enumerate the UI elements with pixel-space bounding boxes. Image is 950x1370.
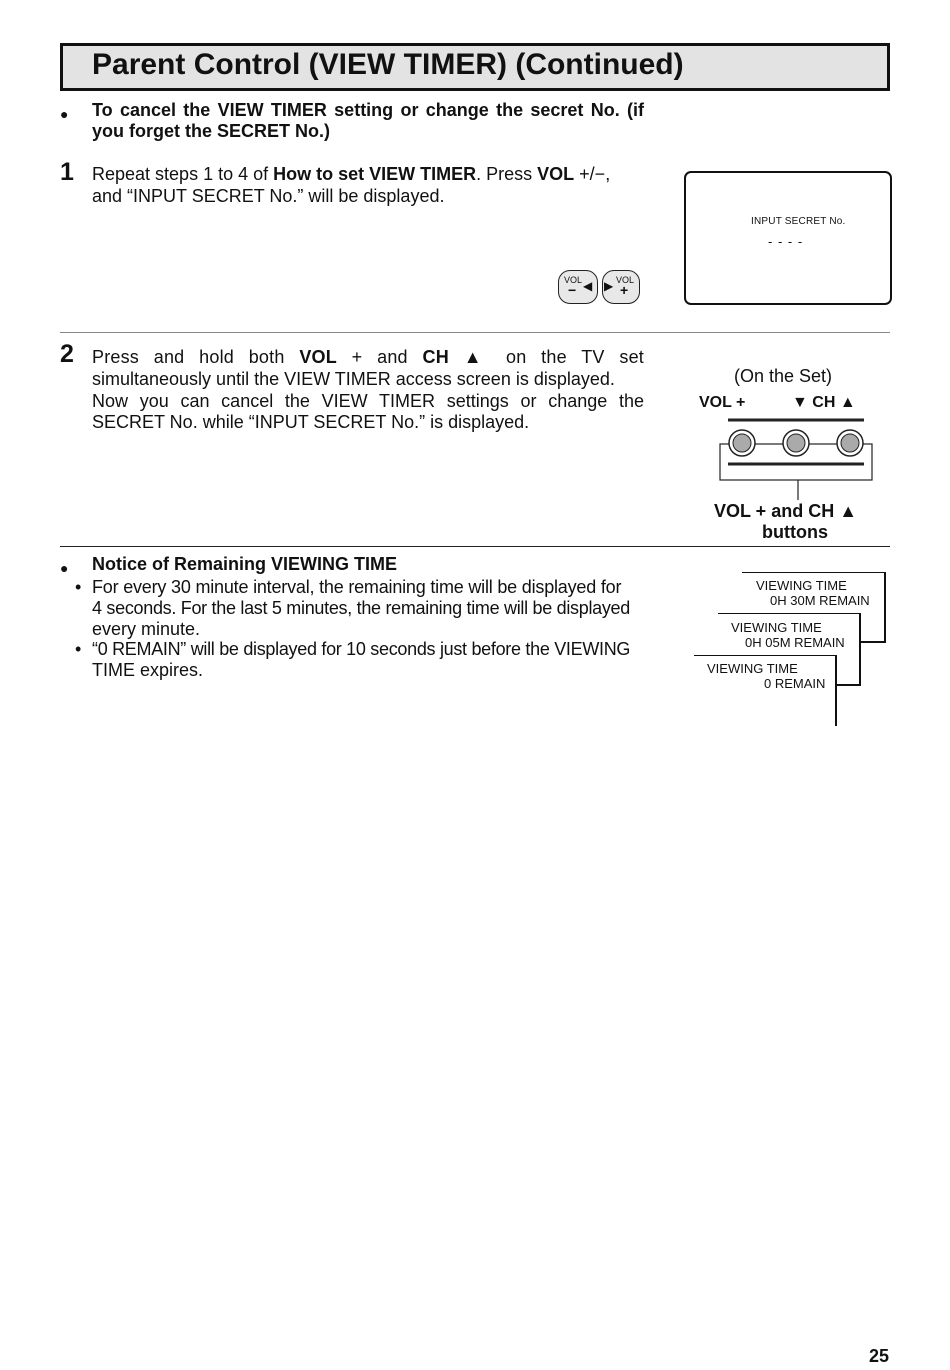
step-1-text-a: Repeat steps 1 to 4 of <box>92 164 274 184</box>
step-2-text-c: + and <box>336 347 423 367</box>
step-2-line-3: Now you can cancel the VIEW TIMER settings or change the <box>92 391 644 411</box>
intro-bullet: ● <box>60 106 69 122</box>
ch-up-set-button[interactable] <box>837 430 863 456</box>
on-the-set-caption: (On the Set) <box>734 366 833 386</box>
panel-ch-label: ▼ CH ▲ <box>792 394 856 411</box>
section-divider-1 <box>60 332 890 333</box>
tv-set-panel-illustration <box>718 416 874 502</box>
notice-item-1-line-3: every minute. <box>92 619 201 639</box>
page-title: Parent Control (VIEW TIMER) (Continued) <box>92 48 684 81</box>
step-2-number: 2 <box>60 340 74 368</box>
step-1-text-d: VOL <box>537 164 575 184</box>
notice-item-2-line-1: “0 REMAIN” will be displayed for 10 seconds just before the VIEWING <box>92 639 631 659</box>
panel-callout-line-1: VOL + and CH ▲ <box>714 501 858 521</box>
left-arrow-icon: ◀ <box>583 279 593 293</box>
step-2-line-1 <box>92 347 644 368</box>
remote-vol-plus-button[interactable] <box>602 270 640 304</box>
right-arrow-icon: ▶ <box>604 279 614 293</box>
page-number: 25 <box>869 1346 890 1366</box>
step-1-text-e: +/−, <box>574 164 611 184</box>
step-2-line-2: simultaneously until the VIEW TIMER access screen is displayed. <box>92 369 615 389</box>
step-2-text-d: CH <box>422 347 449 367</box>
notice-bullet: ● <box>60 560 69 576</box>
ch-down-set-button[interactable] <box>783 430 809 456</box>
notice-item-2-mark: • <box>75 639 82 659</box>
viewing-time-05m-value: 0H 05M REMAIN <box>745 635 845 650</box>
notice-item-1-mark: • <box>75 577 82 597</box>
step-2-text-b: VOL <box>299 347 337 367</box>
section-divider-2 <box>60 546 890 547</box>
notice-item-2-line-2: TIME expires. <box>92 660 204 680</box>
vol-plus-set-button[interactable] <box>729 430 755 456</box>
intro-line-1: To cancel the VIEW TIMER setting or change the secret No. (if <box>92 100 644 120</box>
step-1-text-b: How to set VIEW TIMER <box>273 164 477 184</box>
panel-callout-line-2: buttons <box>762 522 828 542</box>
minus-icon: − <box>568 282 577 298</box>
step-2-text-e: ▲ on the TV set <box>448 347 644 367</box>
screen-input-secret-label: INPUT SECRET No. <box>751 216 846 227</box>
step-2-line-4: SECRET No. while “INPUT SECRET No.” is displayed. <box>92 412 530 432</box>
notice-item-1-line-1: For every 30 minute interval, the remaining time will be displayed for <box>92 577 622 597</box>
plus-icon: + <box>620 282 629 298</box>
viewing-time-0-value: 0 REMAIN <box>764 676 826 691</box>
step-1-number: 1 <box>60 158 74 186</box>
viewing-time-0-title: VIEWING TIME <box>707 661 798 676</box>
screen-dashes: - - - - <box>768 234 804 249</box>
step-1-line-2: and “INPUT SECRET No.” will be displayed. <box>92 186 445 206</box>
intro-line-2: you forget the SECRET No.) <box>92 121 330 141</box>
remote-vol-minus-label: VOL <box>564 275 583 285</box>
step-2-text-a: Press and hold both <box>92 347 300 367</box>
viewing-time-30m-title: VIEWING TIME <box>756 578 847 593</box>
step-1-text-c: . Press <box>476 164 538 184</box>
viewing-time-05m-title: VIEWING TIME <box>731 620 822 635</box>
panel-vol-label: VOL + <box>699 394 746 411</box>
step-1-line-1 <box>92 164 610 185</box>
notice-item-1-line-2: 4 seconds. For the last 5 minutes, the remaining time will be displayed <box>92 598 630 618</box>
remote-vol-minus-button[interactable] <box>558 270 598 304</box>
notice-heading: Notice of Remaining VIEWING TIME <box>92 554 398 574</box>
remote-vol-plus-label: VOL <box>616 275 635 285</box>
viewing-time-30m-value: 0H 30M REMAIN <box>770 593 870 608</box>
